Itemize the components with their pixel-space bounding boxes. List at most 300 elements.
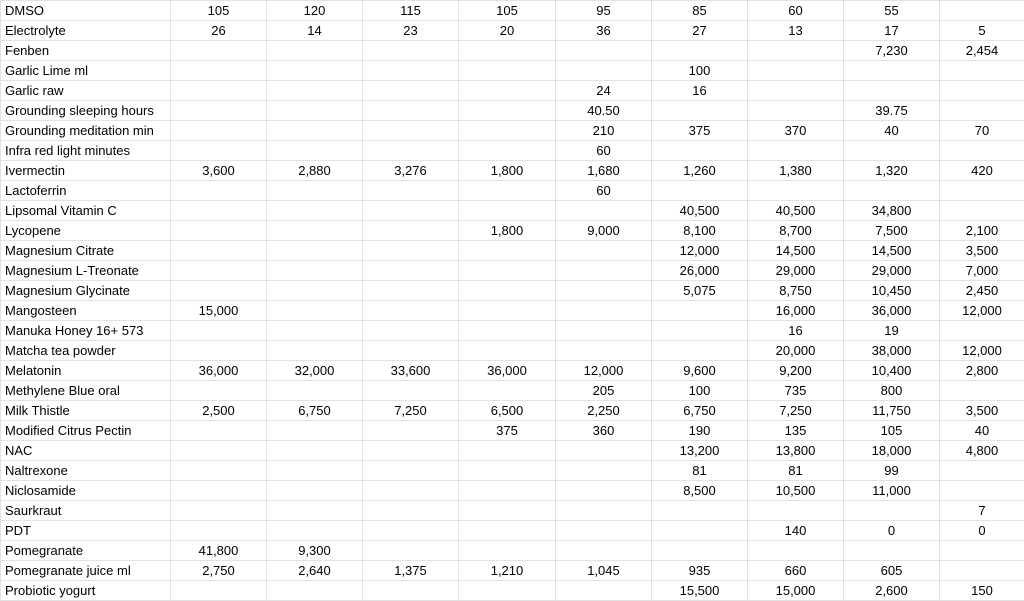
value-cell[interactable]: 9,000: [556, 221, 652, 241]
value-cell[interactable]: 27: [652, 21, 748, 41]
value-cell[interactable]: [363, 281, 459, 301]
value-cell[interactable]: [459, 501, 556, 521]
value-cell[interactable]: 20: [459, 21, 556, 41]
value-cell[interactable]: 40.50: [556, 101, 652, 121]
value-cell[interactable]: [171, 181, 267, 201]
value-cell[interactable]: [363, 301, 459, 321]
value-cell[interactable]: 3,276: [363, 161, 459, 181]
value-cell[interactable]: [940, 561, 1024, 581]
row-label-cell[interactable]: Naltrexone: [1, 461, 171, 481]
value-cell[interactable]: 120: [267, 1, 363, 21]
value-cell[interactable]: 420: [940, 161, 1024, 181]
value-cell[interactable]: 1,800: [459, 221, 556, 241]
value-cell[interactable]: [171, 381, 267, 401]
row-label-cell[interactable]: Pomegranate: [1, 541, 171, 561]
value-cell[interactable]: [363, 81, 459, 101]
value-cell[interactable]: 19: [844, 321, 940, 341]
value-cell[interactable]: [267, 381, 363, 401]
value-cell[interactable]: [171, 321, 267, 341]
row-label-cell[interactable]: Saurkraut: [1, 501, 171, 521]
value-cell[interactable]: 2,880: [267, 161, 363, 181]
value-cell[interactable]: [844, 541, 940, 561]
value-cell[interactable]: 60: [556, 181, 652, 201]
value-cell[interactable]: 1,210: [459, 561, 556, 581]
value-cell[interactable]: [363, 341, 459, 361]
value-cell[interactable]: [459, 181, 556, 201]
value-cell[interactable]: [748, 141, 844, 161]
value-cell[interactable]: [267, 121, 363, 141]
value-cell[interactable]: 40: [844, 121, 940, 141]
value-cell[interactable]: [363, 541, 459, 561]
value-cell[interactable]: 36,000: [171, 361, 267, 381]
value-cell[interactable]: 15,500: [652, 581, 748, 601]
value-cell[interactable]: [171, 481, 267, 501]
value-cell[interactable]: [459, 321, 556, 341]
value-cell[interactable]: 1,375: [363, 561, 459, 581]
value-cell[interactable]: 140: [748, 521, 844, 541]
row-label-cell[interactable]: Infra red light minutes: [1, 141, 171, 161]
value-cell[interactable]: 15,000: [171, 301, 267, 321]
value-cell[interactable]: [556, 41, 652, 61]
value-cell[interactable]: [171, 121, 267, 141]
value-cell[interactable]: 210: [556, 121, 652, 141]
value-cell[interactable]: [363, 261, 459, 281]
value-cell[interactable]: [267, 321, 363, 341]
value-cell[interactable]: [267, 241, 363, 261]
value-cell[interactable]: [556, 301, 652, 321]
value-cell[interactable]: 14,500: [748, 241, 844, 261]
value-cell[interactable]: 60: [556, 141, 652, 161]
value-cell[interactable]: 935: [652, 561, 748, 581]
value-cell[interactable]: [459, 281, 556, 301]
value-cell[interactable]: [171, 81, 267, 101]
value-cell[interactable]: [267, 101, 363, 121]
row-label-cell[interactable]: Magnesium L-Treonate: [1, 261, 171, 281]
value-cell[interactable]: [171, 261, 267, 281]
value-cell[interactable]: 12,000: [940, 341, 1024, 361]
value-cell[interactable]: 34,800: [844, 201, 940, 221]
value-cell[interactable]: [267, 581, 363, 601]
value-cell[interactable]: [267, 281, 363, 301]
value-cell[interactable]: [363, 221, 459, 241]
value-cell[interactable]: [171, 501, 267, 521]
value-cell[interactable]: [363, 381, 459, 401]
value-cell[interactable]: 800: [844, 381, 940, 401]
value-cell[interactable]: 2,500: [171, 401, 267, 421]
value-cell[interactable]: [556, 261, 652, 281]
value-cell[interactable]: [459, 81, 556, 101]
value-cell[interactable]: 13,200: [652, 441, 748, 461]
value-cell[interactable]: 2,454: [940, 41, 1024, 61]
value-cell[interactable]: [652, 521, 748, 541]
value-cell[interactable]: 9,300: [267, 541, 363, 561]
value-cell[interactable]: 2,100: [940, 221, 1024, 241]
row-label-cell[interactable]: NAC: [1, 441, 171, 461]
row-label-cell[interactable]: Lipsomal Vitamin C: [1, 201, 171, 221]
value-cell[interactable]: 10,400: [844, 361, 940, 381]
value-cell[interactable]: [363, 181, 459, 201]
value-cell[interactable]: 11,750: [844, 401, 940, 421]
row-label-cell[interactable]: Garlic raw: [1, 81, 171, 101]
value-cell[interactable]: [652, 41, 748, 61]
value-cell[interactable]: 81: [748, 461, 844, 481]
value-cell[interactable]: [748, 61, 844, 81]
value-cell[interactable]: 38,000: [844, 341, 940, 361]
value-cell[interactable]: [363, 121, 459, 141]
value-cell[interactable]: [363, 321, 459, 341]
value-cell[interactable]: [171, 421, 267, 441]
value-cell[interactable]: [652, 341, 748, 361]
value-cell[interactable]: [556, 501, 652, 521]
value-cell[interactable]: [940, 461, 1024, 481]
value-cell[interactable]: 1,680: [556, 161, 652, 181]
value-cell[interactable]: 13,800: [748, 441, 844, 461]
value-cell[interactable]: 5: [940, 21, 1024, 41]
value-cell[interactable]: [267, 41, 363, 61]
value-cell[interactable]: [363, 461, 459, 481]
row-label-cell[interactable]: Pomegranate juice ml: [1, 561, 171, 581]
value-cell[interactable]: [652, 101, 748, 121]
value-cell[interactable]: 40,500: [652, 201, 748, 221]
value-cell[interactable]: 375: [459, 421, 556, 441]
value-cell[interactable]: [267, 301, 363, 321]
row-label-cell[interactable]: Methylene Blue oral: [1, 381, 171, 401]
value-cell[interactable]: [459, 441, 556, 461]
value-cell[interactable]: 9,600: [652, 361, 748, 381]
value-cell[interactable]: 24: [556, 81, 652, 101]
value-cell[interactable]: [556, 461, 652, 481]
value-cell[interactable]: [652, 141, 748, 161]
row-label-cell[interactable]: Milk Thistle: [1, 401, 171, 421]
value-cell[interactable]: [459, 521, 556, 541]
value-cell[interactable]: 6,750: [652, 401, 748, 421]
value-cell[interactable]: [652, 321, 748, 341]
value-cell[interactable]: 17: [844, 21, 940, 41]
value-cell[interactable]: 26: [171, 21, 267, 41]
value-cell[interactable]: 81: [652, 461, 748, 481]
value-cell[interactable]: [267, 461, 363, 481]
value-cell[interactable]: [171, 521, 267, 541]
value-cell[interactable]: 1,320: [844, 161, 940, 181]
value-cell[interactable]: [267, 201, 363, 221]
value-cell[interactable]: [267, 141, 363, 161]
value-cell[interactable]: [363, 101, 459, 121]
value-cell[interactable]: 660: [748, 561, 844, 581]
value-cell[interactable]: 5,075: [652, 281, 748, 301]
value-cell[interactable]: 2,600: [844, 581, 940, 601]
value-cell[interactable]: 36,000: [844, 301, 940, 321]
value-cell[interactable]: 11,000: [844, 481, 940, 501]
value-cell[interactable]: [171, 101, 267, 121]
row-label-cell[interactable]: Mangosteen: [1, 301, 171, 321]
value-cell[interactable]: [652, 181, 748, 201]
value-cell[interactable]: [171, 581, 267, 601]
value-cell[interactable]: 8,750: [748, 281, 844, 301]
value-cell[interactable]: [652, 501, 748, 521]
value-cell[interactable]: [844, 81, 940, 101]
value-cell[interactable]: [556, 321, 652, 341]
value-cell[interactable]: 6,750: [267, 401, 363, 421]
row-label-cell[interactable]: DMSO: [1, 1, 171, 21]
row-label-cell[interactable]: Garlic Lime ml: [1, 61, 171, 81]
value-cell[interactable]: [748, 501, 844, 521]
value-cell[interactable]: [267, 81, 363, 101]
value-cell[interactable]: [171, 461, 267, 481]
value-cell[interactable]: [459, 381, 556, 401]
value-cell[interactable]: [267, 501, 363, 521]
value-cell[interactable]: 3,500: [940, 401, 1024, 421]
value-cell[interactable]: [363, 581, 459, 601]
row-label-cell[interactable]: Electrolyte: [1, 21, 171, 41]
row-label-cell[interactable]: Probiotic yogurt: [1, 581, 171, 601]
value-cell[interactable]: 2,640: [267, 561, 363, 581]
value-cell[interactable]: [267, 521, 363, 541]
value-cell[interactable]: 0: [940, 521, 1024, 541]
row-label-cell[interactable]: Manuka Honey 16+ 573: [1, 321, 171, 341]
row-label-cell[interactable]: Modified Citrus Pectin: [1, 421, 171, 441]
value-cell[interactable]: [267, 441, 363, 461]
row-label-cell[interactable]: Lycopene: [1, 221, 171, 241]
value-cell[interactable]: [267, 181, 363, 201]
value-cell[interactable]: 29,000: [748, 261, 844, 281]
value-cell[interactable]: 105: [844, 421, 940, 441]
value-cell[interactable]: [940, 381, 1024, 401]
value-cell[interactable]: 10,450: [844, 281, 940, 301]
value-cell[interactable]: [459, 121, 556, 141]
value-cell[interactable]: [844, 501, 940, 521]
value-cell[interactable]: [459, 541, 556, 561]
value-cell[interactable]: [267, 341, 363, 361]
row-label-cell[interactable]: Magnesium Glycinate: [1, 281, 171, 301]
value-cell[interactable]: 105: [459, 1, 556, 21]
value-cell[interactable]: 70: [940, 121, 1024, 141]
value-cell[interactable]: 9,200: [748, 361, 844, 381]
value-cell[interactable]: [556, 241, 652, 261]
value-cell[interactable]: 55: [844, 1, 940, 21]
value-cell[interactable]: 7,500: [844, 221, 940, 241]
value-cell[interactable]: 14: [267, 21, 363, 41]
value-cell[interactable]: [171, 341, 267, 361]
value-cell[interactable]: 105: [171, 1, 267, 21]
value-cell[interactable]: 100: [652, 61, 748, 81]
value-cell[interactable]: [844, 141, 940, 161]
value-cell[interactable]: 32,000: [267, 361, 363, 381]
value-cell[interactable]: [267, 481, 363, 501]
value-cell[interactable]: [556, 481, 652, 501]
value-cell[interactable]: [556, 201, 652, 221]
value-cell[interactable]: 7,000: [940, 261, 1024, 281]
value-cell[interactable]: [363, 421, 459, 441]
value-cell[interactable]: 40: [940, 421, 1024, 441]
value-cell[interactable]: 205: [556, 381, 652, 401]
value-cell[interactable]: 8,700: [748, 221, 844, 241]
value-cell[interactable]: 39.75: [844, 101, 940, 121]
value-cell[interactable]: 3,600: [171, 161, 267, 181]
value-cell[interactable]: 15,000: [748, 581, 844, 601]
value-cell[interactable]: [940, 81, 1024, 101]
value-cell[interactable]: [844, 181, 940, 201]
value-cell[interactable]: [940, 201, 1024, 221]
value-cell[interactable]: [940, 1, 1024, 21]
value-cell[interactable]: 23: [363, 21, 459, 41]
value-cell[interactable]: 10,500: [748, 481, 844, 501]
value-cell[interactable]: [652, 301, 748, 321]
value-cell[interactable]: 20,000: [748, 341, 844, 361]
value-cell[interactable]: [171, 141, 267, 161]
value-cell[interactable]: 135: [748, 421, 844, 441]
row-label-cell[interactable]: Grounding sleeping hours: [1, 101, 171, 121]
value-cell[interactable]: [459, 61, 556, 81]
value-cell[interactable]: 40,500: [748, 201, 844, 221]
value-cell[interactable]: 0: [844, 521, 940, 541]
value-cell[interactable]: [363, 521, 459, 541]
value-cell[interactable]: [940, 481, 1024, 501]
value-cell[interactable]: [459, 341, 556, 361]
value-cell[interactable]: [556, 341, 652, 361]
value-cell[interactable]: 12,000: [556, 361, 652, 381]
value-cell[interactable]: [267, 61, 363, 81]
value-cell[interactable]: 36: [556, 21, 652, 41]
value-cell[interactable]: [556, 521, 652, 541]
value-cell[interactable]: [363, 41, 459, 61]
value-cell[interactable]: [748, 81, 844, 101]
value-cell[interactable]: [363, 201, 459, 221]
value-cell[interactable]: 2,750: [171, 561, 267, 581]
row-label-cell[interactable]: Lactoferrin: [1, 181, 171, 201]
value-cell[interactable]: 12,000: [652, 241, 748, 261]
value-cell[interactable]: 16,000: [748, 301, 844, 321]
value-cell[interactable]: [459, 461, 556, 481]
value-cell[interactable]: [940, 181, 1024, 201]
value-cell[interactable]: [748, 101, 844, 121]
value-cell[interactable]: 16: [652, 81, 748, 101]
value-cell[interactable]: 1,800: [459, 161, 556, 181]
value-cell[interactable]: [363, 241, 459, 261]
value-cell[interactable]: 360: [556, 421, 652, 441]
value-cell[interactable]: [652, 541, 748, 561]
value-cell[interactable]: [363, 61, 459, 81]
value-cell[interactable]: [459, 201, 556, 221]
value-cell[interactable]: 370: [748, 121, 844, 141]
value-cell[interactable]: [940, 141, 1024, 161]
value-cell[interactable]: [459, 261, 556, 281]
value-cell[interactable]: 41,800: [171, 541, 267, 561]
value-cell[interactable]: 7,230: [844, 41, 940, 61]
value-cell[interactable]: 33,600: [363, 361, 459, 381]
value-cell[interactable]: 36,000: [459, 361, 556, 381]
value-cell[interactable]: 115: [363, 1, 459, 21]
value-cell[interactable]: 18,000: [844, 441, 940, 461]
value-cell[interactable]: 100: [652, 381, 748, 401]
value-cell[interactable]: 7,250: [748, 401, 844, 421]
value-cell[interactable]: [171, 281, 267, 301]
value-cell[interactable]: 26,000: [652, 261, 748, 281]
value-cell[interactable]: [556, 441, 652, 461]
value-cell[interactable]: 735: [748, 381, 844, 401]
value-cell[interactable]: 1,045: [556, 561, 652, 581]
value-cell[interactable]: 2,250: [556, 401, 652, 421]
value-cell[interactable]: [459, 241, 556, 261]
value-cell[interactable]: 95: [556, 1, 652, 21]
value-cell[interactable]: [267, 421, 363, 441]
value-cell[interactable]: [459, 301, 556, 321]
value-cell[interactable]: [940, 541, 1024, 561]
value-cell[interactable]: 2,800: [940, 361, 1024, 381]
value-cell[interactable]: [171, 441, 267, 461]
value-cell[interactable]: [363, 441, 459, 461]
value-cell[interactable]: [459, 41, 556, 61]
row-label-cell[interactable]: Ivermectin: [1, 161, 171, 181]
value-cell[interactable]: 29,000: [844, 261, 940, 281]
value-cell[interactable]: [940, 321, 1024, 341]
value-cell[interactable]: 8,500: [652, 481, 748, 501]
value-cell[interactable]: [459, 581, 556, 601]
value-cell[interactable]: 16: [748, 321, 844, 341]
value-cell[interactable]: 375: [652, 121, 748, 141]
row-label-cell[interactable]: Niclosamide: [1, 481, 171, 501]
value-cell[interactable]: 14,500: [844, 241, 940, 261]
row-label-cell[interactable]: Matcha tea powder: [1, 341, 171, 361]
value-cell[interactable]: 1,380: [748, 161, 844, 181]
value-cell[interactable]: [556, 61, 652, 81]
value-cell[interactable]: 1,260: [652, 161, 748, 181]
value-cell[interactable]: [844, 61, 940, 81]
value-cell[interactable]: 2,450: [940, 281, 1024, 301]
value-cell[interactable]: [171, 61, 267, 81]
value-cell[interactable]: [556, 281, 652, 301]
value-cell[interactable]: [267, 221, 363, 241]
value-cell[interactable]: 3,500: [940, 241, 1024, 261]
value-cell[interactable]: [171, 221, 267, 241]
value-cell[interactable]: [748, 541, 844, 561]
value-cell[interactable]: [940, 101, 1024, 121]
value-cell[interactable]: 7: [940, 501, 1024, 521]
value-cell[interactable]: [459, 101, 556, 121]
row-label-cell[interactable]: Melatonin: [1, 361, 171, 381]
row-label-cell[interactable]: Fenben: [1, 41, 171, 61]
value-cell[interactable]: [363, 501, 459, 521]
value-cell[interactable]: [940, 61, 1024, 81]
value-cell[interactable]: 12,000: [940, 301, 1024, 321]
value-cell[interactable]: 99: [844, 461, 940, 481]
value-cell[interactable]: [363, 481, 459, 501]
value-cell[interactable]: 85: [652, 1, 748, 21]
value-cell[interactable]: 8,100: [652, 221, 748, 241]
value-cell[interactable]: [748, 181, 844, 201]
value-cell[interactable]: [556, 581, 652, 601]
value-cell[interactable]: [171, 201, 267, 221]
row-label-cell[interactable]: Grounding meditation min: [1, 121, 171, 141]
value-cell[interactable]: [459, 481, 556, 501]
value-cell[interactable]: 605: [844, 561, 940, 581]
value-cell[interactable]: [171, 241, 267, 261]
value-cell[interactable]: [556, 541, 652, 561]
value-cell[interactable]: 150: [940, 581, 1024, 601]
value-cell[interactable]: 6,500: [459, 401, 556, 421]
value-cell[interactable]: [748, 41, 844, 61]
value-cell[interactable]: 7,250: [363, 401, 459, 421]
value-cell[interactable]: 13: [748, 21, 844, 41]
value-cell[interactable]: 60: [748, 1, 844, 21]
value-cell[interactable]: [267, 261, 363, 281]
value-cell[interactable]: [363, 141, 459, 161]
row-label-cell[interactable]: PDT: [1, 521, 171, 541]
value-cell[interactable]: [459, 141, 556, 161]
row-label-cell[interactable]: Magnesium Citrate: [1, 241, 171, 261]
value-cell[interactable]: 4,800: [940, 441, 1024, 461]
value-cell[interactable]: [171, 41, 267, 61]
value-cell[interactable]: 190: [652, 421, 748, 441]
